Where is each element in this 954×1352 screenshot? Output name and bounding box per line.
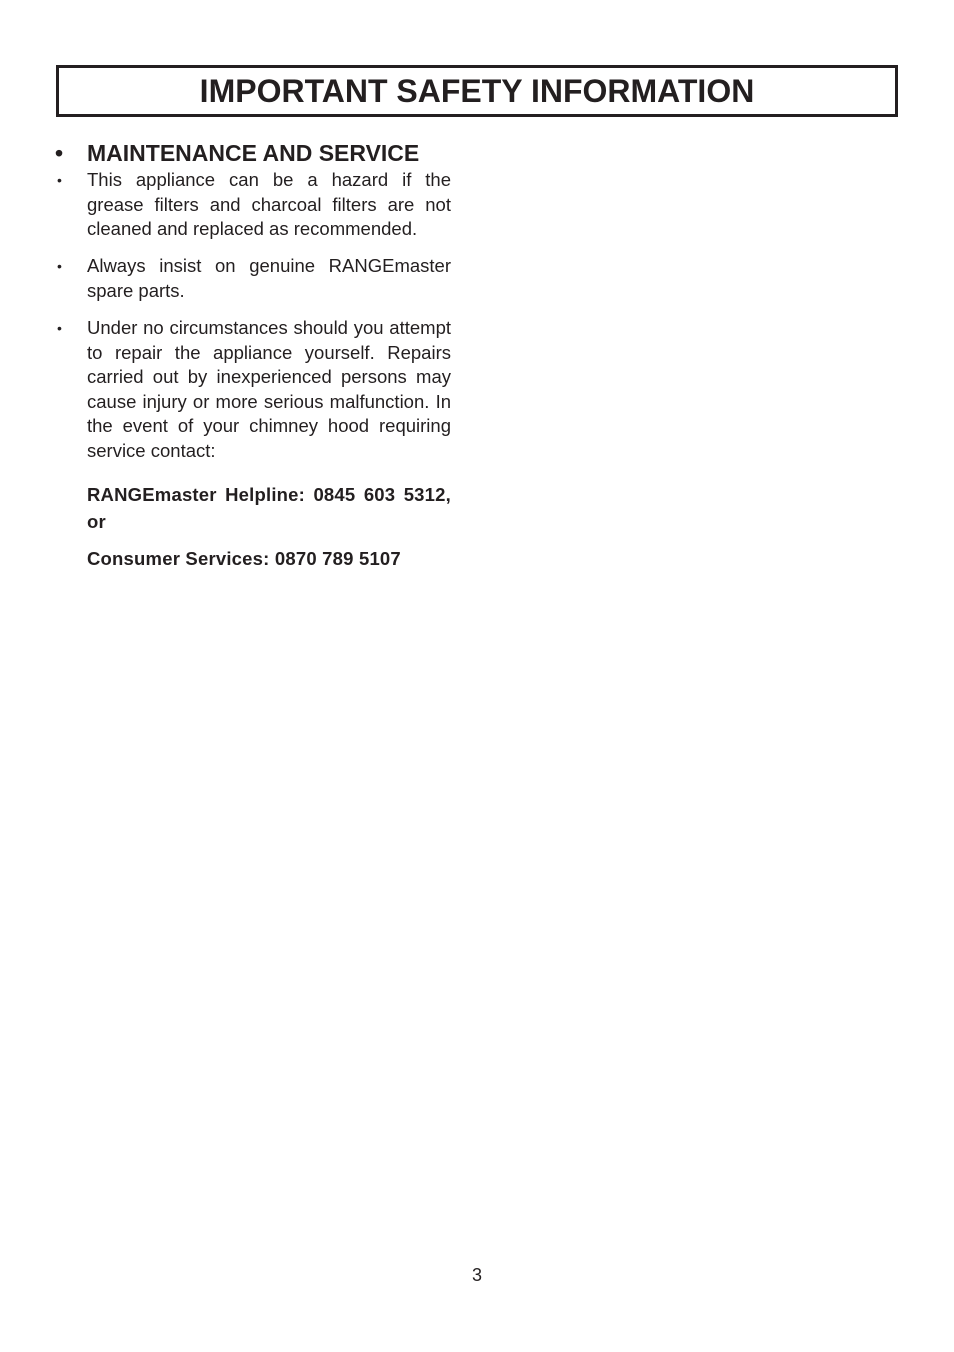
section-heading (55, 138, 451, 168)
helpline-contact: RANGEmaster Helpline: 0845 603 5312, or (87, 483, 451, 532)
list-item (55, 254, 451, 303)
item-bullet: • (57, 319, 62, 336)
title-box (56, 65, 898, 117)
heading-bullet: • (55, 140, 64, 166)
page-number: 3 (471, 1265, 482, 1285)
page-title: IMPORTANT SAFETY INFORMATION (199, 73, 755, 109)
consumer-services-contact: Consumer Services: 0870 789 5107 (87, 547, 401, 569)
list-item (55, 168, 451, 242)
maintenance-section (55, 138, 451, 572)
item-text: Always insist on genuine RANGEmaster spare parts. (87, 255, 451, 301)
item-bullet: • (57, 258, 62, 275)
item-text: This appliance can be a hazard if the grease filters and charcoal filters are not cleaned and replaced as recommended. (87, 169, 451, 240)
section-heading-text: MAINTENANCE AND SERVICE (87, 140, 420, 166)
item-bullet: • (57, 172, 62, 188)
item-text: Under no circumstances should you attempt to repair the appliance yourself. Repairs carried out by inexperienced persons may cause injury or more serious malfunction. In the event of your chimney hood requiring service contact: (87, 316, 451, 461)
list-item (55, 316, 451, 464)
